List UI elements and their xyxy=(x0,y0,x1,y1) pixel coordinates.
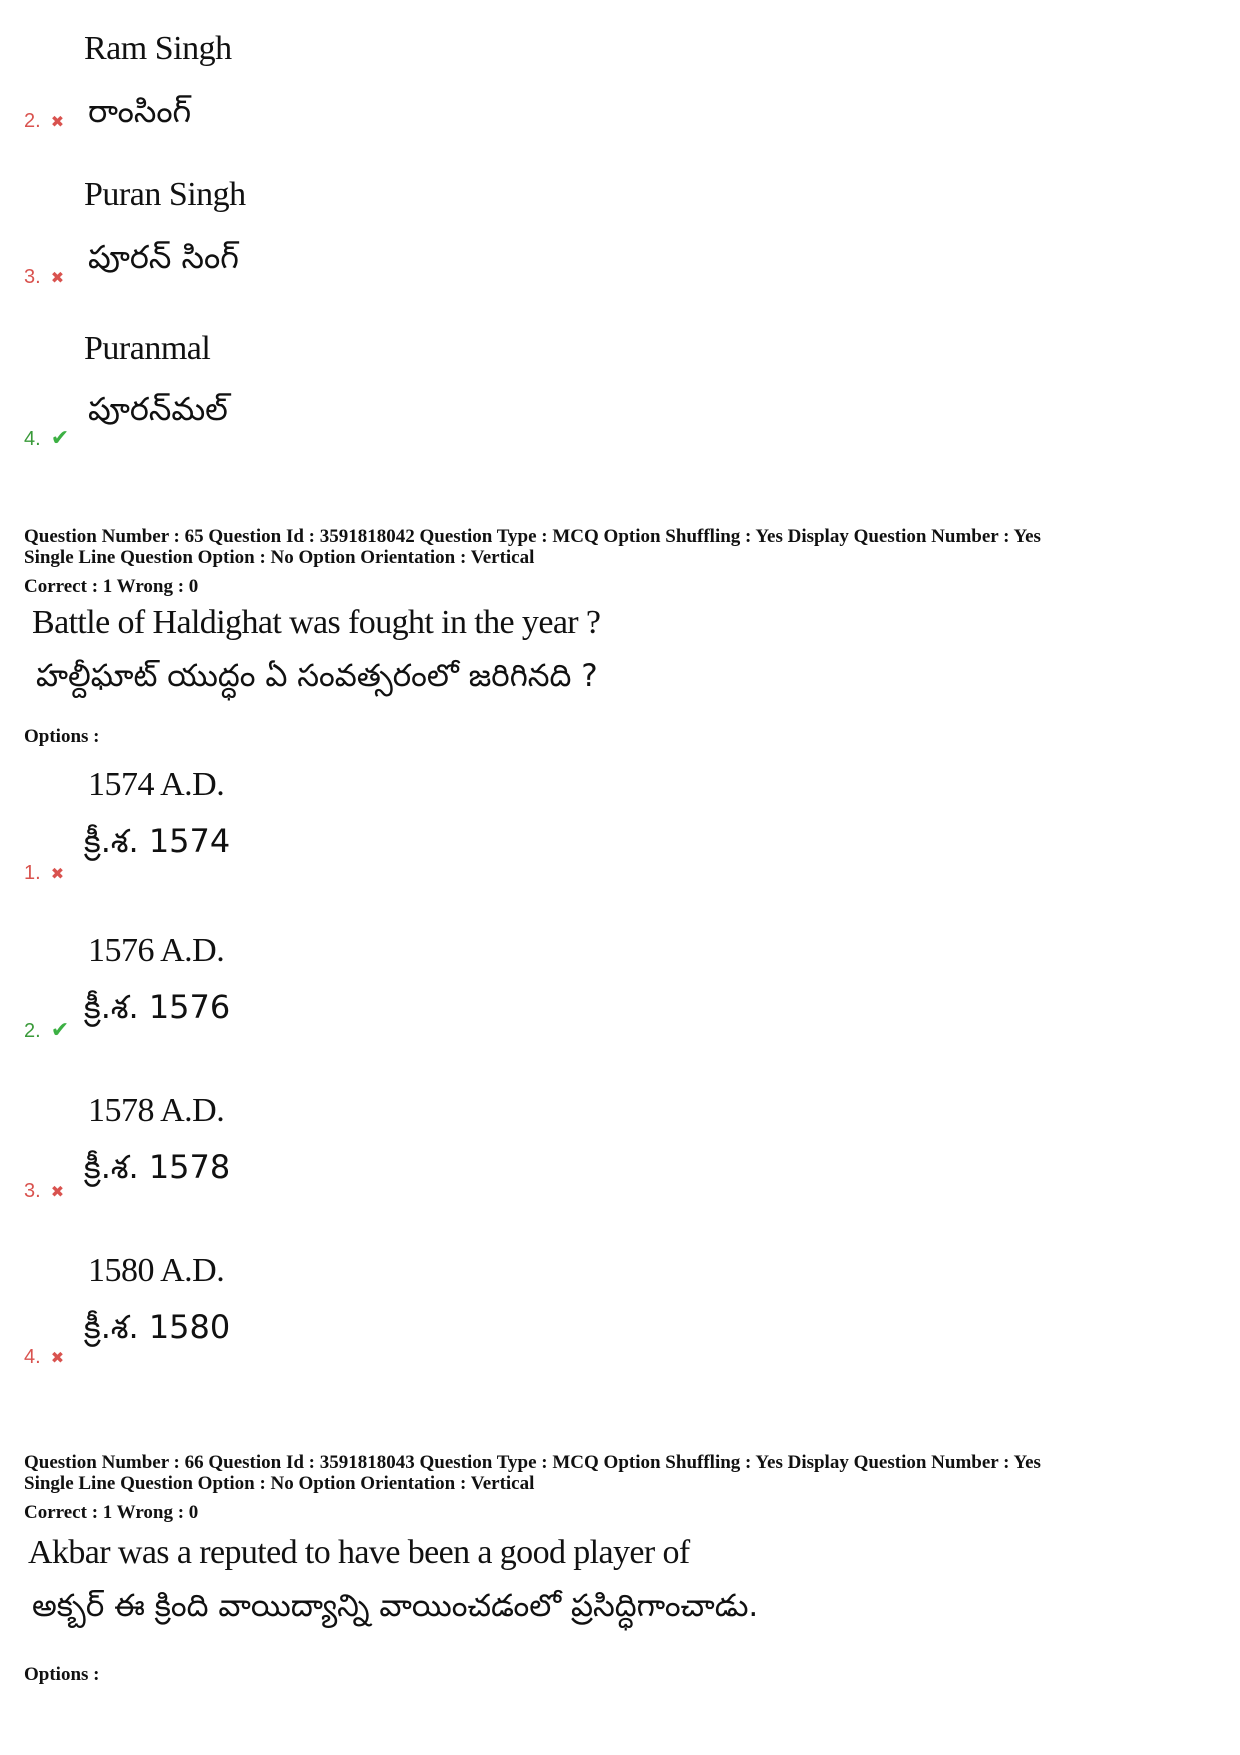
check-icon: ✔ xyxy=(50,1018,70,1043)
option-text-en: 1574 A.D. xyxy=(88,766,225,803)
question-text-te: అక్బర్ ఈ క్రింది వాయిద్యాన్ని వాయించడంలో ప్రసిద్ధిగాంచాడు. xyxy=(32,1588,759,1624)
option-number: 3. ✖ xyxy=(24,266,65,288)
question-score: Correct : 1 Wrong : 0 xyxy=(24,576,199,597)
option-number: 4. ✔ xyxy=(24,426,70,451)
option-text-te: పూరన్‌మల్ xyxy=(88,390,228,428)
question-score: Correct : 1 Wrong : 0 xyxy=(24,1502,199,1523)
option-text-en: 1580 A.D. xyxy=(88,1252,225,1289)
option-number: 2. ✔ xyxy=(24,1018,70,1043)
options-label: Options : xyxy=(24,726,100,747)
cross-icon: ✖ xyxy=(50,1182,65,1201)
option-text-te: క్రీ.శ. 1578 xyxy=(84,1148,231,1186)
option-number: 4. ✖ xyxy=(24,1346,65,1368)
option-text-en: 1578 A.D. xyxy=(88,1092,225,1129)
question-text-te: హల్దీఘాట్ యుద్ధం ఏ సంవత్సరంలో జరిగినది ? xyxy=(36,658,598,694)
option-number: 1. ✖ xyxy=(24,862,65,884)
question-meta-line2: Single Line Question Option : No Option Orientation : Vertical xyxy=(24,1473,535,1494)
cross-icon: ✖ xyxy=(50,1348,65,1367)
option-text-en: 1576 A.D. xyxy=(88,932,225,969)
option-text-te: క్రీ.శ. 1574 xyxy=(84,822,231,860)
option-text-en: Ram Singh xyxy=(84,30,232,67)
option-text-te: క్రీ.శ. 1580 xyxy=(84,1308,231,1346)
option-text-te: రాంసింగ్ xyxy=(88,92,192,130)
option-text-en: Puranmal xyxy=(84,330,211,367)
cross-icon: ✖ xyxy=(50,112,65,131)
question-text-en: Akbar was a reputed to have been a good player of xyxy=(28,1534,690,1571)
question-meta-line2: Single Line Question Option : No Option Orientation : Vertical xyxy=(24,547,535,568)
option-text-te: క్రీ.శ. 1576 xyxy=(84,988,231,1026)
question-text-en: Battle of Haldighat was fought in the year ? xyxy=(32,604,601,641)
option-text-en: Puran Singh xyxy=(84,176,246,213)
option-text-te: పూరన్ సింగ్ xyxy=(88,238,239,276)
question-meta-line1: Question Number : 65 Question Id : 3591818042 Question Type : MCQ Option Shuffling : Yes Display Question Number : Yes xyxy=(24,526,1041,547)
option-number: 2. ✖ xyxy=(24,110,65,132)
options-label: Options : xyxy=(24,1664,100,1685)
check-icon: ✔ xyxy=(50,426,70,451)
cross-icon: ✖ xyxy=(50,268,65,287)
question-meta-line1: Question Number : 66 Question Id : 3591818043 Question Type : MCQ Option Shuffling : Yes Display Question Number : Yes xyxy=(24,1452,1041,1473)
cross-icon: ✖ xyxy=(50,864,65,883)
option-number: 3. ✖ xyxy=(24,1180,65,1202)
